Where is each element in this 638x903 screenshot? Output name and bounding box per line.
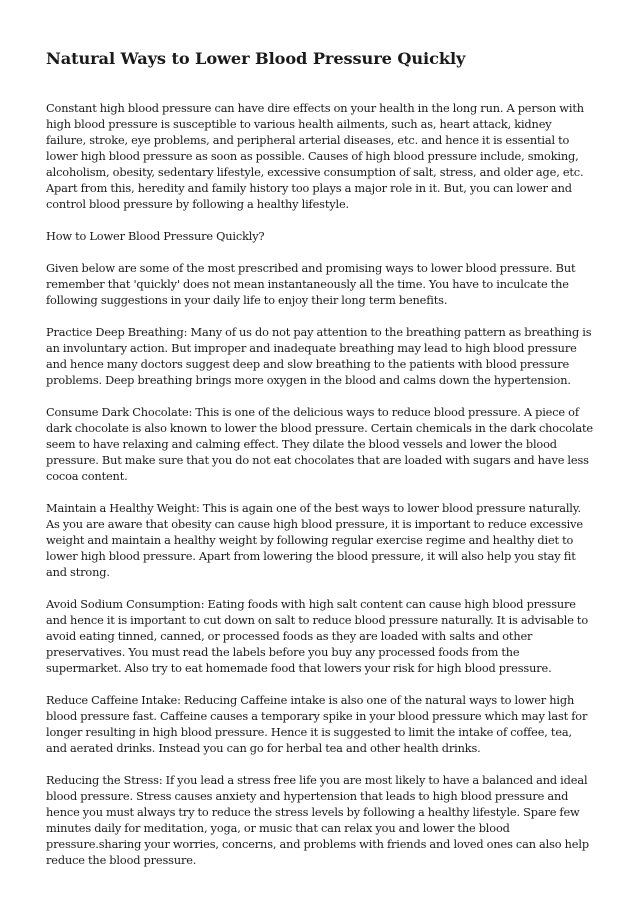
paragraph-deep-breathing: Practice Deep Breathing: Many of us do not pay attention to the breathing pattern as breathing is an involuntary action. But improper and inadequate breathing may lead to high blood pressure and hence many doctors suggest deep and slow breathing to the patients with blood pressure problems. Deep breathing brings more oxygen in the blood and calms down the hypertension. bbox=[46, 325, 592, 387]
paragraph-caffeine: Reduce Caffeine Intake: Reducing Caffeine intake is also one of the natural ways to lower high blood pressure fast. Caffeine causes a temporary spike in your blood pressure which may last for longer resulting in high blood pressure. Hence it is suggested to limit the intake of coffee, tea, and aerated drinks. Instead you can go for herbal tea and other health drinks. bbox=[46, 693, 588, 755]
paragraph-sodium: Avoid Sodium Consumption: Eating foods with high salt content can cause high blood pressure and hence it is important to cut down on salt to reduce blood pressure naturally. It is advisable to avoid eating tinned, canned, or processed foods as they are loaded with salts and other preservatives. You must read the labels before you buy any processed foods from the supermarket. Also try to eat homemade food that lowers your risk for high blood pressure. bbox=[46, 597, 589, 675]
paragraph-healthy-weight: Maintain a Healthy Weight: This is again one of the best ways to lower blood pressure naturally. As you are aware that obesity can cause high blood pressure, it is important to reduce excessive weight and maintain a healthy weight by following regular exercise regime and healthy diet to lower high blood pressure. Apart from lowering the blood pressure, it will also help you stay fit and strong. bbox=[46, 501, 583, 579]
paragraph-stress: Reducing the Stress: If you lead a stress free life you are most likely to have a balanced and ideal blood pressure. Stress causes anxiety and hypertension that leads to high blood pressure and hence you must always try to reduce the stress levels by following a healthy lifestyle. Spare few minutes daily for meditation, yoga, or music that can relax you and lower the blood pressure.sharing your worries, concerns, and problems with friends and loved ones can also help reduce the blood pressure. bbox=[46, 773, 589, 867]
paragraph-subheading: How to Lower Blood Pressure Quickly? bbox=[46, 229, 265, 243]
paragraph-intro: Constant high blood pressure can have dire effects on your health in the long run. A person with high blood pressure is susceptible to various health ailments, such as, heart attack, kidney failure, stroke, eye problems, and peripheral arterial diseases, etc. and hence it is essential to lower high blood pressure as soon as possible. Causes of high blood pressure include, smoking, alcoholism, obesity, sedentary lifestyle, excessive consumption of salt, stress, and older age, etc. Apart from this, heredity and family history too plays a major role in it. But, you can lower and control blood pressure by following a healthy lifestyle. bbox=[46, 101, 584, 211]
paragraph-dark-chocolate: Consume Dark Chocolate: This is one of the delicious ways to reduce blood pressure. A piece of dark chocolate is also known to lower the blood pressure. Certain chemicals in the dark chocolate seem to have relaxing and calming effect. They dilate the blood vessels and lower the blood pressure. But make sure that you do not eat chocolates that are loaded with sugars and have less cocoa content. bbox=[46, 405, 593, 483]
document-page bbox=[46, 48, 594, 884]
paragraph-given-below: Given below are some of the most prescribed and promising ways to lower blood pressure. But remember that 'quickly' does not mean instantaneously all the time. You have to inculcate the following suggestions in your daily life to enjoy their long term benefits. bbox=[46, 261, 576, 307]
document-title: Natural Ways to Lower Blood Pressure Quickly bbox=[46, 49, 466, 68]
